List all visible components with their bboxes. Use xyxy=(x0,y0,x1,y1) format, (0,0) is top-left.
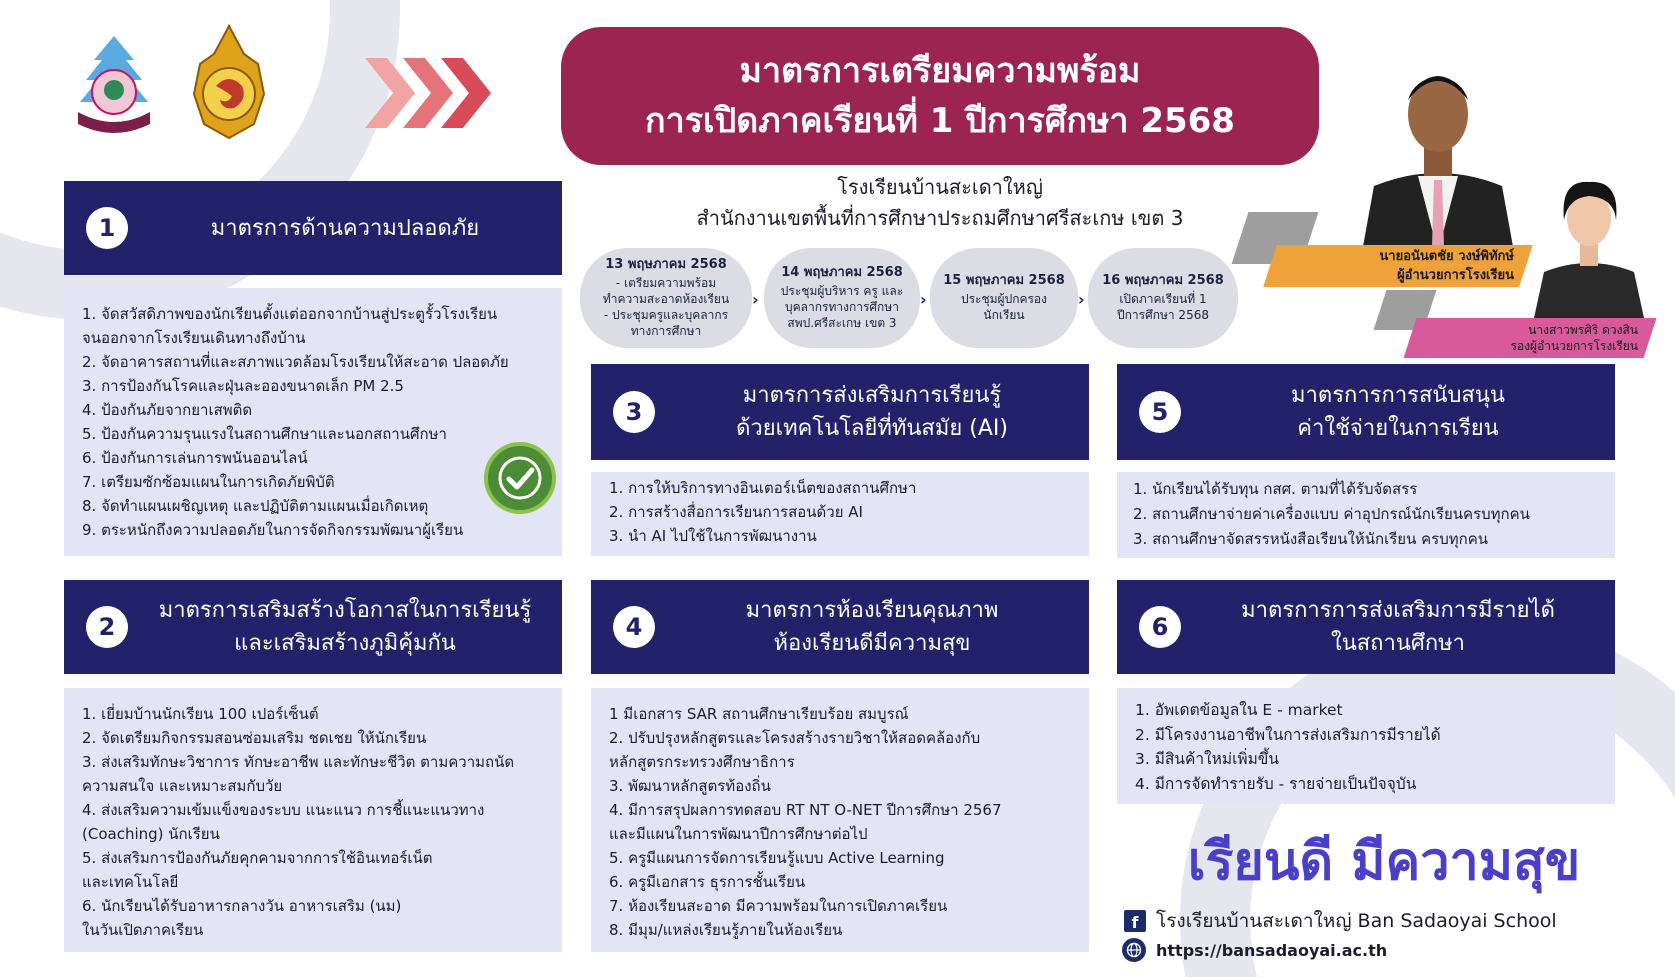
list-item: 7. ห้องเรียนสะอาด มีความพร้อมในการเปิดภาคเรียน xyxy=(609,897,948,915)
facebook-page-name[interactable]: โรงเรียนบ้านสะเดาใหญ่ Ban Sadaoyai School xyxy=(1156,910,1557,932)
list-item: 1. จัดสวัสดิภาพของนักเรียนตั้งแต่ออกจากบ้านสู่ประตูรั้วโรงเรียน xyxy=(82,305,498,323)
list-item: จนออกจากโรงเรียนเดินทางถึงบ้าน xyxy=(82,329,306,347)
main-title-line1: มาตรการเตรียมความพร้อม xyxy=(739,51,1141,91)
chevron-arrows-icon xyxy=(365,48,495,138)
director-photo xyxy=(1354,56,1522,252)
section-1-body xyxy=(64,288,562,556)
section-title: มาตรการการส่งเสริมการมีรายได้ ในสถานศึกษา xyxy=(1241,598,1555,656)
section-number: 5 xyxy=(1139,391,1181,433)
list-item: 3. การป้องกันโรคและฝุ่นละอองขนาดเล็ก PM 2.5 xyxy=(82,377,404,395)
list-item: 3. ส่งเสริมทักษะวิชาการ ทักษะอาชีพ และทักษะชีวิต ตามความถนัด xyxy=(82,753,515,771)
website-row[interactable] xyxy=(1122,938,1387,962)
section-number: 2 xyxy=(86,606,128,648)
section-number: 3 xyxy=(613,391,655,433)
list-item: 3. พัฒนาหลักสูตรท้องถิ่น xyxy=(609,777,771,795)
list-item: และมีแผนในการพัฒนาปีการศึกษาต่อไป xyxy=(609,825,868,843)
list-item: 6. ครูมีเอกสาร ธุรการชั้นเรียน xyxy=(609,873,806,891)
timeline-item: 14 พฤษภาคม 2568 ประชุมผู้บริหาร ครู และ บุคลากรทางการศึกษา สพป.ศรีสะเกษ เขต 3 xyxy=(764,248,920,348)
section-4-body xyxy=(591,688,1089,952)
deputy-caption xyxy=(1418,322,1638,354)
list-item: ความสนใจ และเหมาะสมกับวัย xyxy=(82,777,283,795)
deputy-name: นางสาวพรศิริ ดวงสิน xyxy=(1528,323,1638,337)
timeline-item: 16 พฤษภาคม 2568 เปิดภาคเรียนที่ 1 ปีการศึกษา 2568 xyxy=(1088,248,1238,348)
office-name: สำนักงานเขตพื้นที่การศึกษาประถมศึกษาศรีสะเกษ เขต 3 xyxy=(696,206,1184,230)
list-item: 2. สถานศึกษาจ่ายค่าเครื่องแบบ ค่าอุปกรณ์นักเรียนครบทุกคน xyxy=(1133,505,1530,523)
timeline-item: 15 พฤษภาคม 2568 ประชุมผู้ปกครอง นักเรียน xyxy=(930,248,1078,348)
checkmark-icon xyxy=(484,442,556,514)
list-item: และเทคโนโลยี xyxy=(82,873,179,891)
list-item: ในวันเปิดภาคเรียน xyxy=(82,921,204,939)
list-item: 1. เยี่ยมบ้านนักเรียน 100 เปอร์เซ็นต์ xyxy=(82,705,319,723)
section-title: มาตรการการสนับสนุน ค่าใช้จ่ายในการเรียน xyxy=(1291,383,1505,441)
list-item: 2. ปรับปรุงหลักสูตรและโครงสร้างรายวิชาให้สอดคล้องกับ xyxy=(609,729,981,747)
list-item: 9. ตระหนักถึงความปลอดภัยในการจัดกิจกรรมพัฒนาผู้เรียน xyxy=(82,521,464,539)
section-2-body xyxy=(64,688,562,952)
section-2-header xyxy=(64,580,562,674)
list-item: 1. นักเรียนได้รับทุน กสศ. ตามที่ได้รับจัดสรร xyxy=(1133,480,1418,498)
section-5-body xyxy=(1117,472,1615,558)
list-item: 3. สถานศึกษาจัดสรรหนังสือเรียนให้นักเรียน ครบทุกคน xyxy=(1133,530,1488,548)
section-title: มาตรการด้านความปลอดภัย xyxy=(210,215,480,241)
list-item: 7. เตรียมซักซ้อมแผนในการเกิดภัยพิบัติ xyxy=(82,473,335,491)
list-item: 2. จัดเตรียมกิจกรรมสอนซ่อมเสริม ชดเชย ให้นักเรียน xyxy=(82,729,427,747)
deputy-photo xyxy=(1530,168,1648,318)
school-subtitle xyxy=(620,172,1260,234)
section-3-body xyxy=(591,472,1089,556)
obec-logo xyxy=(184,24,274,142)
list-item: 1. การให้บริการทางอินเตอร์เน็ตของสถานศึกษา xyxy=(609,479,917,497)
globe-icon xyxy=(1122,938,1146,962)
director-caption xyxy=(1282,247,1514,285)
list-item: 2. มีโครงงานอาชีพในการส่งเสริมการมีรายได้ xyxy=(1135,725,1441,744)
list-item: 3. มีสินค้าใหม่เพิ่มขึ้น xyxy=(1135,750,1279,768)
main-title xyxy=(561,27,1319,165)
list-item: 6. ป้องกันการเล่นการพนันออนไลน์ xyxy=(82,449,308,467)
website-link[interactable]: https://bansadaoyai.ac.th xyxy=(1156,940,1388,960)
list-item: 1. อัพเดตข้อมูลใน E - market xyxy=(1135,701,1343,719)
main-title-line2: การเปิดภาคเรียนที่ 1 ปีการศึกษา 2568 xyxy=(645,101,1235,141)
director-name: นายอนันตชัย วงษ์พิทักษ์ xyxy=(1379,249,1514,264)
school-logo xyxy=(64,32,164,140)
list-item: (Coaching) นักเรียน xyxy=(82,825,220,843)
list-item: 6. นักเรียนได้รับอาหารกลางวัน อาหารเสริม (นม) xyxy=(82,897,402,915)
section-3-header xyxy=(591,364,1089,460)
section-title: มาตรการห้องเรียนคุณภาพ ห้องเรียนดีมีความสุข xyxy=(745,598,999,656)
section-6-header xyxy=(1117,580,1615,674)
list-item: 5. ป้องกันความรุนแรงในสถานศึกษาและนอกสถานศึกษา xyxy=(82,425,447,443)
list-item: 8. จัดทำแผนเผชิญเหตุ และปฏิบัติตามแผนเมื่อเกิดเหตุ xyxy=(82,497,429,515)
list-item: 4. ป้องกันภัยจากยาเสพติด xyxy=(82,401,253,419)
list-item: 5. ครูมีแผนการจัดการเรียนรู้แบบ Active Learning xyxy=(609,849,945,867)
list-item: 4. มีการจัดทำรายรับ - รายจ่ายเป็นปัจจุบัน xyxy=(1135,774,1417,793)
section-4-header xyxy=(591,580,1089,674)
list-item: 2. จัดอาคารสถานที่และสภาพแวดล้อมโรงเรียนให้สะอาด ปลอดภัย xyxy=(82,353,509,371)
deputy-role: รองผู้อำนวยการโรงเรียน xyxy=(1510,339,1638,353)
chevron-right-icon: › xyxy=(1078,290,1085,309)
section-title: มาตรการเสริมสร้างโอกาสในการเรียนรู้ และเสริมสร้างภูมิคุ้มกัน xyxy=(158,598,532,656)
list-item: หลักสูตรกระทรวงศึกษาธิการ xyxy=(609,753,795,771)
section-1-header xyxy=(64,181,562,275)
section-5-header xyxy=(1117,364,1615,460)
facebook-icon: f xyxy=(1124,910,1146,932)
list-item: 4. ส่งเสริมความเข้มแข็งของระบบ แนะแนว การชี้แนะแนวทาง xyxy=(82,801,485,819)
school-name: โรงเรียนบ้านสะเดาใหญ่ xyxy=(837,175,1043,199)
timeline-item: 13 พฤษภาคม 2568 - เตรียมความพร้อม ทำความสะอาดห้องเรียน - ประชุมครูและบุคลากร ทางการศึกษา xyxy=(580,248,752,348)
section-number: 6 xyxy=(1139,606,1181,648)
list-item: 1 มีเอกสาร SAR สถานศึกษาเรียบร้อย สมบูรณ์ xyxy=(609,705,909,723)
list-item: 4. มีการสรุปผลการทดสอบ RT NT O-NET ปีการศึกษา 2567 xyxy=(609,801,1002,819)
list-item: 2. การสร้างสื่อการเรียนการสอนด้วย AI xyxy=(609,503,863,521)
section-number: 1 xyxy=(86,207,128,249)
chevron-right-icon: › xyxy=(920,290,927,309)
section-number: 4 xyxy=(613,606,655,648)
facebook-row[interactable] xyxy=(1124,906,1557,936)
list-item: 5. ส่งเสริมการป้องกันภัยคุกคามจากการใช้อินเทอร์เน็ต xyxy=(82,849,433,867)
list-item: 3. นำ AI ไปใช้ในการพัฒนางาน xyxy=(609,527,817,545)
section-title: มาตรการส่งเสริมการเรียนรู้ ด้วยเทคโนโลยีที่ทันสมัย (AI) xyxy=(736,383,1008,441)
section-6-body xyxy=(1117,688,1615,804)
chevron-right-icon: › xyxy=(752,290,759,309)
list-item: 8. มีมุม/แหล่งเรียนรู้ภายในห้องเรียน xyxy=(609,921,843,939)
director-role: ผู้อำนวยการโรงเรียน xyxy=(1397,268,1514,283)
slogan: เรียนดี มีความสุข xyxy=(1187,832,1581,892)
